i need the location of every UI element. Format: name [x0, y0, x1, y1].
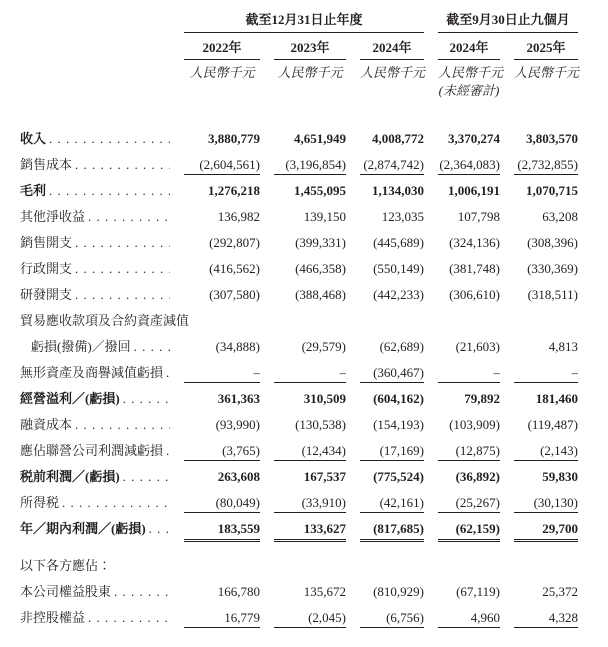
cell-value: (2,364,083): [439, 157, 500, 172]
cell-value: (442,233): [373, 287, 424, 302]
row-label-text: 行政開支: [20, 261, 73, 276]
cell-value: (17,169): [379, 443, 424, 458]
cell-value: 181,460: [535, 391, 578, 406]
cell-value: (12,875): [455, 443, 500, 458]
cell-value: (381,748): [449, 261, 500, 276]
cell-value: (3,196,854): [285, 157, 346, 172]
table-row: [20, 308, 580, 334]
rule-segment: [360, 512, 424, 513]
cell-value: 3,370,274: [448, 131, 500, 146]
row-label-text: 應佔聯營公司利潤減虧損: [20, 443, 164, 458]
cell-value: (36,892): [455, 469, 500, 484]
cell-value: 1,006,191: [448, 183, 500, 198]
leader-dots: [75, 412, 170, 438]
cell-value: 183,559: [217, 521, 260, 536]
single-rule: [20, 460, 580, 461]
cell-value: (42,161): [379, 495, 424, 510]
rule-segment: [360, 539, 424, 542]
cell-value: (62,689): [379, 339, 424, 354]
cell-value: 25,372: [542, 584, 578, 599]
row-label-text: 所得税: [20, 495, 60, 510]
single-rule: [20, 382, 580, 383]
row-label-text: 年／期內利潤／(虧損): [20, 521, 146, 536]
row-label: [20, 386, 170, 412]
year-header-2023: 2023年: [274, 40, 346, 60]
cell-value: (2,874,742): [363, 157, 424, 172]
row-label-text: 融資成本: [20, 417, 73, 432]
cell-value: (130,538): [295, 417, 346, 432]
table-row: [20, 334, 580, 360]
cell-value: 139,150: [303, 209, 346, 224]
cell-value: 123,035: [381, 209, 424, 224]
cell-value: (466,358): [295, 261, 346, 276]
rule-segment: [274, 460, 346, 461]
table-row: [20, 204, 580, 230]
rule-segment: [274, 174, 346, 175]
cell-value: (34,888): [215, 339, 260, 354]
cell-value: (388,468): [295, 287, 346, 302]
rule-segment: [514, 539, 578, 542]
cell-value: 79,892: [464, 391, 500, 406]
rule-segment: [360, 382, 424, 383]
rule-segment: [274, 627, 346, 628]
double-rule: [20, 539, 580, 542]
cell-value: 167,537: [303, 469, 346, 484]
unaudited-label: (未經審計): [438, 83, 500, 98]
cell-value: –: [571, 365, 578, 380]
row-label: [20, 256, 170, 282]
rule-label-spacer: [20, 382, 170, 383]
row-label-text: 經營溢利／(虧損): [20, 391, 120, 406]
cell-value: 3,880,779: [208, 131, 260, 146]
rule-segment: [438, 627, 500, 628]
rule-segment: [514, 460, 578, 461]
rule-segment: [184, 539, 260, 542]
row-label: [20, 204, 170, 230]
year-header-2024-interim: 2024年: [438, 40, 500, 60]
leader-dots: [75, 230, 170, 256]
cell-value: (324,136): [449, 235, 500, 250]
row-label: [20, 282, 170, 308]
rule-segment: [514, 512, 578, 513]
year-header-2025-interim: 2025年: [514, 40, 578, 60]
cell-value: –: [493, 365, 500, 380]
cell-value: 1,070,715: [526, 183, 578, 198]
currency-unit-label: 人民幣千元: [360, 65, 426, 80]
currency-unit-row: [20, 65, 580, 80]
cell-value: 59,830: [542, 469, 578, 484]
cell-value: –: [253, 365, 260, 380]
table-row: [20, 579, 580, 605]
row-label: [20, 553, 170, 579]
rule-segment: [274, 539, 346, 542]
cell-value: (775,524): [373, 469, 424, 484]
cell-value: –: [339, 365, 346, 380]
row-label: [20, 230, 170, 256]
rule-segment: [438, 460, 500, 461]
rule-segment: [184, 174, 260, 175]
cell-value: (308,396): [527, 235, 578, 250]
cell-value: 29,700: [542, 521, 578, 536]
rule-segment: [514, 382, 578, 383]
rule-label-spacer: [20, 539, 170, 542]
rule-segment: [438, 539, 500, 542]
row-label-text: 毛利: [20, 183, 47, 198]
table-row: [20, 282, 580, 308]
row-label-text: 非控股權益: [20, 610, 86, 625]
cell-value: (80,049): [215, 495, 260, 510]
row-label-text: 收入: [20, 131, 47, 146]
cell-value: (12,434): [301, 443, 346, 458]
rule-segment: [514, 174, 578, 175]
table-row: [20, 386, 580, 412]
cell-value: 4,008,772: [372, 131, 424, 146]
table-header: [20, 12, 608, 98]
cell-value: 4,813: [548, 339, 578, 354]
rule-segment: [514, 627, 578, 628]
cell-value: 166,780: [217, 584, 260, 599]
cell-value: (2,732,855): [517, 157, 578, 172]
row-label: [20, 308, 190, 334]
row-label: [20, 464, 170, 490]
cell-value: (318,511): [527, 287, 578, 302]
cell-value: (30,130): [533, 495, 578, 510]
cell-value: (33,910): [301, 495, 346, 510]
cell-value: (154,193): [373, 417, 424, 432]
leader-dots: [49, 178, 170, 204]
unaudited-note-row: [20, 83, 580, 98]
cell-value: 310,509: [303, 391, 346, 406]
single-rule: [20, 627, 580, 628]
leader-dots: [88, 204, 170, 230]
row-label-text: 無形資產及商譽減值虧損: [20, 365, 164, 380]
row-label-text: 研發開支: [20, 287, 73, 302]
cell-value: (29,579): [301, 339, 346, 354]
table-row: [20, 256, 580, 282]
row-label: [20, 579, 170, 605]
cell-value: 263,608: [217, 469, 260, 484]
rule-segment: [274, 382, 346, 383]
leader-dots: [75, 256, 170, 282]
cell-value: (6,756): [386, 610, 424, 625]
cell-value: (550,149): [373, 261, 424, 276]
rule-segment: [274, 512, 346, 513]
table-row: [20, 412, 580, 438]
cell-value: 63,208: [542, 209, 578, 224]
row-label-text: 其他淨收益: [20, 209, 86, 224]
row-label-text: 虧損(撥備)／撥回: [31, 339, 131, 354]
row-label: [20, 178, 170, 204]
cell-value: 4,960: [470, 610, 500, 625]
row-label-text: 本公司權益股東: [20, 584, 112, 599]
column-group-interim: [438, 12, 578, 33]
cell-value: (2,045): [308, 610, 346, 625]
rule-segment: [438, 512, 500, 513]
cell-value: (416,562): [209, 261, 260, 276]
cell-value: (119,487): [527, 417, 578, 432]
cell-value: 135,672: [303, 584, 346, 599]
rule-label-spacer: [20, 512, 170, 513]
cell-value: 1,134,030: [372, 183, 424, 198]
year-header-2022: 2022年: [184, 40, 260, 60]
leader-dots: [75, 282, 170, 308]
rule-segment: [184, 382, 260, 383]
table-row: [20, 553, 580, 579]
cell-value: (67,119): [456, 584, 500, 599]
cell-value: 133,627: [303, 521, 346, 536]
column-group-interim-title: 截至9月30日止九個月: [446, 12, 570, 27]
column-group-annual: [184, 12, 424, 33]
cell-value: (25,267): [455, 495, 500, 510]
cell-value: (2,604,561): [199, 157, 260, 172]
rule-label-spacer: [20, 460, 170, 461]
year-header-2024: 2024年: [360, 40, 424, 60]
rule-segment: [438, 382, 500, 383]
cell-value: (306,610): [449, 287, 500, 302]
row-label-text: 銷售成本: [20, 157, 73, 172]
rule-segment: [184, 627, 260, 628]
cell-value: (2,143): [540, 443, 578, 458]
currency-unit-label: 人民幣千元: [189, 65, 255, 80]
row-label: [20, 334, 170, 360]
cell-value: 1,276,218: [208, 183, 260, 198]
currency-unit-label: 人民幣千元: [277, 65, 343, 80]
cell-value: (817,685): [373, 521, 424, 536]
cell-value: (399,331): [295, 235, 346, 250]
cell-value: (810,929): [373, 584, 424, 599]
leader-dots: [134, 334, 170, 360]
cell-value: 361,363: [217, 391, 260, 406]
rule-segment: [184, 460, 260, 461]
cell-value: 16,779: [224, 610, 260, 625]
rule-segment: [438, 174, 500, 175]
cell-value: (3,765): [222, 443, 260, 458]
leader-dots: [123, 464, 170, 490]
cell-value: (445,689): [373, 235, 424, 250]
table-row: [20, 126, 580, 152]
single-rule: [20, 512, 580, 513]
leader-dots: [49, 126, 170, 152]
cell-value: (93,990): [215, 417, 260, 432]
table-row: [20, 464, 580, 490]
rule-segment: [360, 627, 424, 628]
row-label-text: 税前利潤／(虧損): [20, 469, 120, 484]
column-group-row: [20, 12, 580, 33]
cell-value: 4,651,949: [294, 131, 346, 146]
single-rule: [20, 174, 580, 175]
cell-value: (103,909): [449, 417, 500, 432]
cell-value: (604,162): [373, 391, 424, 406]
row-label-text: 貿易應收款項及合約資產減值: [20, 313, 190, 328]
table-body: [20, 126, 608, 628]
table-row: [20, 230, 580, 256]
row-label: [20, 412, 170, 438]
year-header-row: [20, 40, 580, 60]
rule-label-spacer: [20, 174, 170, 175]
currency-unit-label: 人民幣千元: [514, 65, 580, 80]
cell-value: 1,455,095: [294, 183, 346, 198]
leader-dots: [123, 386, 170, 412]
currency-unit-label: 人民幣千元: [438, 65, 504, 80]
cell-value: (360,467): [373, 365, 424, 380]
cell-value: (292,807): [209, 235, 260, 250]
row-label-text: 銷售開支: [20, 235, 73, 250]
rule-segment: [184, 512, 260, 513]
rule-segment: [360, 460, 424, 461]
table-row: [20, 178, 580, 204]
cell-value: 136,982: [217, 209, 260, 224]
rule-segment: [360, 174, 424, 175]
row-label-text: 以下各方應佔：: [20, 558, 112, 573]
cell-value: (21,603): [455, 339, 500, 354]
cell-value: (330,369): [527, 261, 578, 276]
rule-label-spacer: [20, 627, 170, 628]
cell-value: 3,803,570: [526, 131, 578, 146]
cell-value: (62,159): [455, 521, 500, 536]
cell-value: (307,580): [209, 287, 260, 302]
cell-value: 107,798: [457, 209, 500, 224]
row-label: [20, 126, 170, 152]
leader-dots: [114, 579, 170, 605]
column-group-annual-title: 截至12月31日止年度: [245, 12, 363, 27]
cell-value: 4,328: [548, 610, 578, 625]
